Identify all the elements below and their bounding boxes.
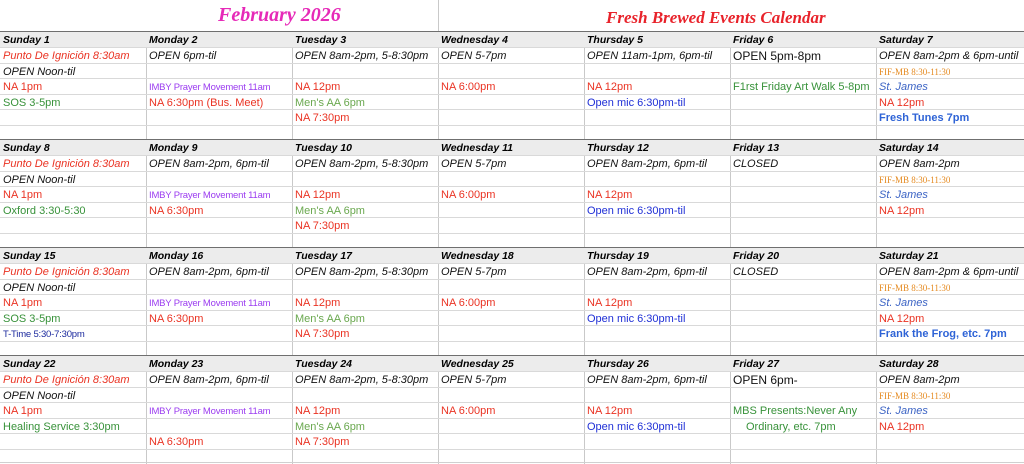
event-entry: NA 12pm [584,402,730,418]
event-entry: CLOSED [730,263,876,279]
empty-slot [584,171,730,187]
event-entry: Ordinary, etc. 7pm [730,418,876,434]
event-entry: FIF-MB 8:30-11:30 [876,279,1024,295]
event-entry: NA 12pm [876,94,1024,110]
empty-slot [438,341,584,357]
event-entry: OPEN Noon-til [0,387,146,403]
empty-slot [730,202,876,218]
empty-slot [730,125,876,141]
empty-slot [146,63,292,79]
event-entry: OPEN 8am-2pm, 5-8:30pm [292,47,438,63]
empty-slot [584,233,730,249]
event-entry: NA 12pm [584,186,730,202]
event-entry: OPEN 8am-2pm, 5-8:30pm [292,263,438,279]
event-entry: OPEN 5-7pm [438,263,584,279]
event-entry: NA 7:30pm [292,325,438,341]
empty-slot [584,279,730,295]
empty-slot [730,433,876,449]
empty-slot [438,202,584,218]
empty-slot [438,233,584,249]
event-entry: OPEN 5-7pm [438,155,584,171]
empty-slot [584,63,730,79]
empty-slot [292,233,438,249]
day-header-saturday: Saturday 7 [876,31,1024,47]
empty-slot [146,217,292,233]
event-entry: OPEN 5pm-8pm [730,47,876,63]
event-entry: T-Time 5:30-7:30pm [0,325,146,341]
empty-slot [438,433,584,449]
day-header-thursday: Thursday 26 [584,355,730,371]
event-entry: OPEN 8am-2pm, 6pm-til [584,263,730,279]
empty-slot [730,94,876,110]
event-entry: IMBY Prayer Movement 11am [146,402,292,418]
event-entry: NA 12pm [292,78,438,94]
event-entry: Open mic 6:30pm-til [584,418,730,434]
empty-slot [438,63,584,79]
empty-slot [438,418,584,434]
event-entry: NA 1pm [0,402,146,418]
empty-slot [876,433,1024,449]
day-header-sunday: Sunday 15 [0,247,146,263]
event-entry: NA 1pm [0,186,146,202]
event-entry: OPEN 8am-2pm & 6pm-until [876,263,1024,279]
day-header-wednesday: Wednesday 11 [438,139,584,155]
empty-slot [438,279,584,295]
day-header-friday: Friday 13 [730,139,876,155]
empty-slot [0,125,146,141]
empty-slot [146,125,292,141]
event-entry: Open mic 6:30pm-til [584,310,730,326]
day-header-saturday: Saturday 21 [876,247,1024,263]
empty-slot [730,294,876,310]
event-entry: Frank the Frog, etc. 7pm [876,325,1024,341]
event-entry: NA 7:30pm [292,433,438,449]
day-header-wednesday: Wednesday 25 [438,355,584,371]
event-entry: St. James [876,186,1024,202]
empty-slot [438,310,584,326]
empty-slot [730,233,876,249]
empty-slot [292,279,438,295]
empty-slot [0,433,146,449]
empty-slot [438,109,584,125]
calendar-title: Fresh Brewed Events Calendar [606,8,826,27]
event-entry: NA 1pm [0,294,146,310]
day-header-tuesday: Tuesday 3 [292,31,438,47]
day-header-thursday: Thursday 19 [584,247,730,263]
empty-slot [438,387,584,403]
event-entry: NA 6:00pm [438,402,584,418]
empty-slot [584,325,730,341]
empty-slot [438,325,584,341]
event-entry: OPEN 5-7pm [438,371,584,387]
empty-slot [730,279,876,295]
event-entry: NA 6:30pm [146,202,292,218]
empty-slot [0,109,146,125]
event-entry: OPEN 6pm- [730,371,876,387]
day-header-monday: Monday 2 [146,31,292,47]
event-entry: St. James [876,78,1024,94]
event-entry: Punto De Ignición 8:30am [0,263,146,279]
event-entry: FIF-MB 8:30-11:30 [876,63,1024,79]
event-entry: Men's AA 6pm [292,202,438,218]
day-header-wednesday: Wednesday 4 [438,31,584,47]
empty-slot [146,171,292,187]
event-entry: NA 12pm [584,78,730,94]
empty-slot [146,341,292,357]
empty-slot [730,186,876,202]
event-entry: OPEN 6pm-til [146,47,292,63]
day-header-friday: Friday 27 [730,355,876,371]
event-entry: OPEN 8am-2pm, 6pm-til [584,371,730,387]
day-header-sunday: Sunday 1 [0,31,146,47]
event-entry: NA 12pm [292,402,438,418]
empty-slot [730,387,876,403]
event-entry: SOS 3-5pm [0,310,146,326]
event-entry: Fresh Tunes 7pm [876,109,1024,125]
empty-slot [876,341,1024,357]
empty-slot [584,433,730,449]
day-header-friday: Friday 6 [730,31,876,47]
day-header-sunday: Sunday 22 [0,355,146,371]
event-entry: NA 12pm [292,294,438,310]
empty-slot [438,171,584,187]
day-header-monday: Monday 23 [146,355,292,371]
event-entry: Punto De Ignición 8:30am [0,155,146,171]
event-entry: OPEN 8am-2pm [876,155,1024,171]
empty-slot [0,217,146,233]
event-entry: Punto De Ignición 8:30am [0,371,146,387]
empty-slot [730,310,876,326]
empty-slot [876,217,1024,233]
day-header-monday: Monday 16 [146,247,292,263]
event-entry: NA 12pm [292,186,438,202]
event-entry: CLOSED [730,155,876,171]
event-entry: FIF-MB 8:30-11:30 [876,387,1024,403]
empty-slot [0,233,146,249]
event-entry: Men's AA 6pm [292,310,438,326]
event-entry: OPEN 8am-2pm [876,371,1024,387]
day-header-tuesday: Tuesday 24 [292,355,438,371]
empty-slot [730,109,876,125]
day-header-saturday: Saturday 14 [876,139,1024,155]
empty-slot [146,109,292,125]
day-header-thursday: Thursday 12 [584,139,730,155]
day-header-thursday: Thursday 5 [584,31,730,47]
event-entry: NA 6:00pm [438,186,584,202]
empty-slot [584,217,730,233]
event-entry: SOS 3-5pm [0,94,146,110]
event-entry: Men's AA 6pm [292,94,438,110]
empty-slot [438,217,584,233]
event-entry: NA 12pm [876,310,1024,326]
event-entry: Punto De Ignición 8:30am [0,47,146,63]
event-entry: OPEN 5-7pm [438,47,584,63]
empty-slot [730,63,876,79]
day-header-friday: Friday 20 [730,247,876,263]
day-header-tuesday: Tuesday 10 [292,139,438,155]
empty-slot [584,341,730,357]
day-header-saturday: Saturday 28 [876,355,1024,371]
empty-slot [292,341,438,357]
event-entry: NA 6:30pm (Bus. Meet) [146,94,292,110]
event-entry: OPEN 8am-2pm, 6pm-til [146,155,292,171]
event-entry: NA 7:30pm [292,217,438,233]
empty-slot [438,125,584,141]
empty-slot [876,125,1024,141]
empty-slot [730,171,876,187]
event-entry: NA 6:30pm [146,310,292,326]
event-entry: Open mic 6:30pm-til [584,94,730,110]
event-entry: NA 1pm [0,78,146,94]
empty-slot [146,325,292,341]
empty-slot [146,418,292,434]
event-entry: St. James [876,294,1024,310]
empty-slot [584,125,730,141]
event-entry: OPEN Noon-til [0,171,146,187]
day-header-monday: Monday 9 [146,139,292,155]
event-entry: Healing Service 3:30pm [0,418,146,434]
event-entry: OPEN 8am-2pm, 6pm-til [146,263,292,279]
event-entry: OPEN 8am-2pm, 5-8:30pm [292,371,438,387]
event-entry: MBS Presents:Never Any [730,402,876,418]
event-entry: NA 12pm [584,294,730,310]
event-entry: IMBY Prayer Movement 11am [146,186,292,202]
event-entry: OPEN 8am-2pm, 6pm-til [146,371,292,387]
empty-slot [292,387,438,403]
empty-slot [146,233,292,249]
empty-slot [876,233,1024,249]
event-entry: NA 6:30pm [146,433,292,449]
event-entry: OPEN Noon-til [0,63,146,79]
event-entry: IMBY Prayer Movement 11am [146,78,292,94]
empty-slot [146,279,292,295]
event-entry: OPEN 8am-2pm, 6pm-til [584,155,730,171]
empty-slot [146,387,292,403]
empty-slot [730,217,876,233]
day-header-tuesday: Tuesday 17 [292,247,438,263]
empty-slot [584,109,730,125]
event-entry: OPEN 8am-2pm, 5-8:30pm [292,155,438,171]
month-title: February 2026 [218,4,341,26]
day-header-wednesday: Wednesday 18 [438,247,584,263]
empty-slot [730,325,876,341]
grid-bottom-border [0,462,1024,463]
event-entry: Open mic 6:30pm-til [584,202,730,218]
event-entry: F1rst Friday Art Walk 5-8pm [730,78,876,94]
empty-slot [730,341,876,357]
event-entry: NA 12pm [876,202,1024,218]
empty-slot [0,341,146,357]
event-entry: OPEN 11am-1pm, 6pm-til [584,47,730,63]
event-entry: Oxford 3:30-5:30 [0,202,146,218]
event-entry: NA 12pm [876,418,1024,434]
event-entry: IMBY Prayer Movement 11am [146,294,292,310]
day-header-sunday: Sunday 8 [0,139,146,155]
event-entry: Men's AA 6pm [292,418,438,434]
event-entry: OPEN Noon-til [0,279,146,295]
event-entry: NA 6:00pm [438,294,584,310]
empty-slot [292,171,438,187]
event-entry: NA 6:00pm [438,78,584,94]
empty-slot [438,94,584,110]
empty-slot [584,387,730,403]
event-entry: FIF-MB 8:30-11:30 [876,171,1024,187]
empty-slot [292,125,438,141]
event-entry: OPEN 8am-2pm & 6pm-until [876,47,1024,63]
empty-slot [292,63,438,79]
event-entry: NA 7:30pm [292,109,438,125]
event-entry: St. James [876,402,1024,418]
